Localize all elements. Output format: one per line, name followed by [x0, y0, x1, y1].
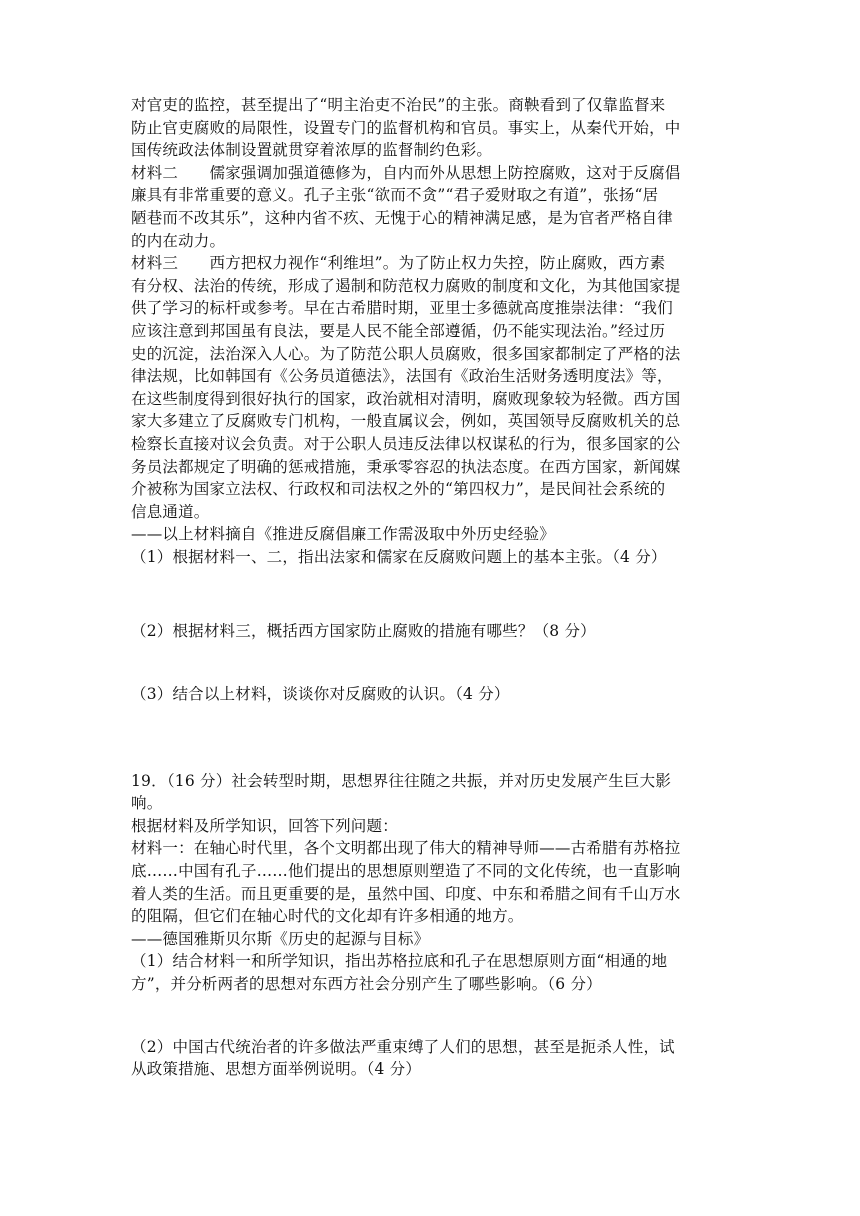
question-18-part-1: （1）根据材料一、二，指出法家和儒家在反腐败问题上的基本主张。（4 分） [131, 547, 667, 566]
material-1-tail [131, 94, 731, 162]
text-line: 介被称为国家立法权、行政权和司法权之外的“第四权力”，是民间社会系统的 [131, 480, 666, 499]
text-line: 有分权、法治的传统，形成了遏制和防范权力腐败的制度和文化，为其他国家提 [131, 276, 681, 295]
material-3 [131, 252, 731, 523]
text-line: 材料二 儒家强调加强道德修为，自内而外从思想上防控腐败，这对于反腐倡 [131, 163, 681, 182]
question-19-part-2 [131, 1036, 731, 1081]
text-line: 19．（16 分）社会转型时期，思想界往往随之共振，并对历史发展产生巨大影 [131, 771, 672, 790]
source-citation: ——德国雅斯贝尔斯《历史的起源与目标》 [131, 929, 430, 948]
text-line: 对官吏的监控，甚至提出了“明主治吏不治民”的主张。商鞅看到了仅靠监督来 [131, 96, 666, 114]
answer-space[interactable] [131, 996, 731, 1036]
text-line: 信息通道。 [131, 502, 210, 521]
text-line: 家大多建立了反腐败专门机构，一般直属议会，例如，英国领导反腐败机关的总 [131, 412, 681, 431]
document-page [131, 94, 731, 1081]
text-line: 陋巷而不改其乐”，这种内省不疚、无愧于心的精神满足感，是为官者严格自律 [131, 208, 673, 227]
question-18-part-3: （3）结合以上材料，谈谈你对反腐败的认识。（4 分） [131, 685, 510, 704]
text-line: 材料一：在轴心时代里，各个文明都出现了伟大的精神导师——古希腊有苏格拉 [131, 839, 681, 858]
question-19-instruction: 根据材料及所学知识，回答下列问题： [131, 816, 398, 835]
text-line: 着人类的生活。而且更重要的是，虽然中国、印度、中东和希腊之间有千山万水 [131, 884, 681, 903]
question-18-part-2: （2）根据材料三，概括西方国家防止腐败的措施有哪些？（8 分） [131, 622, 596, 641]
text-line: 在这些制度得到很好执行的国家，政治就相对清明，腐败现象较为轻微。西方国 [131, 389, 681, 408]
source-citation: ——以上材料摘自《推进反腐倡廉工作需汲取中外历史经验》 [131, 525, 555, 544]
question-19-stem [131, 770, 731, 815]
text-line: （2）中国古代统治者的许多做法严重束缚了人们的思想，甚至是扼杀人性，试 [131, 1037, 675, 1056]
answer-space[interactable] [131, 643, 731, 683]
text-line: 应该注意到邦国虽有良法，要是人民不能全部遵循，仍不能实现法治。”经过历 [131, 321, 666, 340]
text-line: 材料三 西方把权力视作“利维坦”。为了防止权力失控，防止腐败，西方素 [131, 254, 666, 273]
text-line: 的阻隔，但它们在轴心时代的文化却有许多相通的地方。 [131, 907, 524, 926]
text-line: 律法规，比如韩国有《公务员道德法》，法国有《政治生活财务透明度法》等， [131, 367, 673, 386]
text-line: 国传统政法体制设置就贯穿着浓厚的监督制约色彩。 [131, 141, 493, 160]
text-line: 廉具有非常重要的意义。孔子主张“欲而不贪”“君子爱财取之有道”，张扬“居 [131, 186, 659, 205]
text-line: 防止官吏腐败的局限性，设置专门的监督机构和官员。事实上，从秦代开始，中 [131, 118, 681, 137]
text-line: 方”，并分析两者的思想对东西方社会分别产生了哪些影响。（6 分） [131, 975, 602, 993]
question-19-material-1 [131, 837, 731, 927]
material-2 [131, 162, 731, 252]
text-line: 检察长直接对议会负责。对于公职人员违反法律以权谋私的行为，很多国家的公 [131, 434, 681, 453]
text-line: 的内在动力。 [131, 231, 226, 250]
question-19-part-1 [131, 950, 731, 995]
text-line: 响。 [131, 794, 163, 813]
text-line: 从政策措施、思想方面举例说明。（4 分） [131, 1060, 422, 1079]
text-line: 底……中国有孔子……他们提出的思想原则塑造了不同的文化传统，也一直影响 [131, 862, 681, 881]
answer-space[interactable] [131, 706, 731, 770]
text-line: （1）结合材料一和所学知识，指出苏格拉底和孔子在思想原则方面“相通的地 [131, 952, 668, 971]
text-line: 供了学习的标杆或参考。早在古希腊时期，亚里士多德就高度推崇法律：“我们 [131, 299, 673, 318]
text-line: 史的沉淀，法治深入人心。为了防范公职人员腐败，很多国家都制定了严格的法 [131, 344, 681, 363]
text-line: 务员法都规定了明确的惩戒措施，秉承零容忍的执法态度。在西方国家，新闻媒 [131, 457, 681, 476]
answer-space[interactable] [131, 568, 731, 620]
